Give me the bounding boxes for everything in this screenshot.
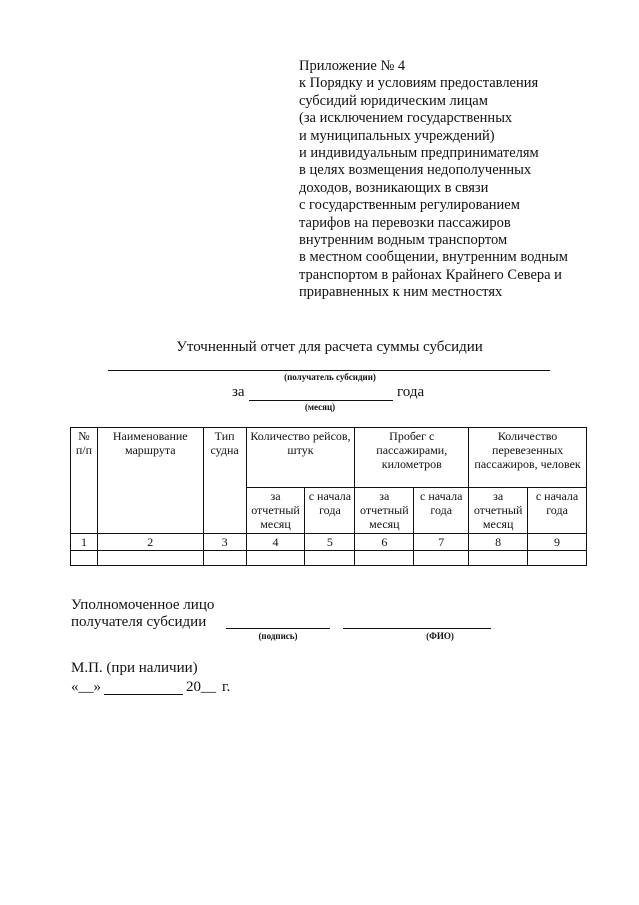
appendix-line: в местном сообщении, внутренним водным — [299, 249, 568, 266]
name-line[interactable] — [343, 628, 491, 629]
subheader-trips-month: за отчетный месяц — [246, 488, 305, 534]
subheader-trips-ytd: с начала года — [305, 488, 355, 534]
column-number: 7 — [414, 534, 469, 551]
header-route: Наименование маршрута — [97, 428, 203, 488]
appendix-line: доходов, возникающих в связи — [299, 179, 489, 196]
appendix-line: к Порядку и условиям предоставления — [299, 75, 539, 92]
data-cell[interactable] — [203, 551, 246, 566]
column-number: 2 — [97, 534, 203, 551]
column-number: 8 — [469, 534, 528, 551]
column-number: 5 — [305, 534, 355, 551]
name-caption: (ФИО) — [426, 631, 454, 641]
column-number: 9 — [528, 534, 587, 551]
appendix-line: с государственным регулированием — [299, 197, 520, 214]
appendix-line: и индивидуальным предпринимателям — [299, 145, 539, 162]
appendix-line: транспортом в районах Крайнего Севера и — [299, 266, 562, 283]
stamp-label: М.П. (при наличии) — [71, 660, 198, 676]
column-number: 1 — [71, 534, 98, 551]
data-cell[interactable] — [246, 551, 305, 566]
month-caption: (месяц) — [304, 402, 336, 412]
authorized-person-label: Уполномоченное лицо — [71, 597, 215, 613]
subheader-mileage-ytd: с начала года — [414, 488, 469, 534]
column-number: 3 — [203, 534, 246, 551]
data-cell[interactable] — [528, 551, 587, 566]
report-title: Уточненный отчет для расчета суммы субсидии — [176, 339, 483, 355]
subheader-passengers-ytd: с начала года — [528, 488, 587, 534]
appendix-line: Приложение № 4 — [299, 58, 406, 74]
header-passengers: Количество перевезенных пассажиров, человек — [469, 428, 587, 488]
table-row — [71, 551, 587, 566]
header-number: № п/п — [71, 428, 98, 488]
month-line[interactable] — [249, 400, 393, 401]
column-number: 4 — [246, 534, 305, 551]
header-ship-type-cont — [203, 488, 246, 534]
recipient-label: получателя субсидии — [71, 614, 207, 630]
data-cell[interactable] — [355, 551, 414, 566]
appendix-line: в целях возмещения недополученных — [299, 162, 532, 179]
header-number-cont — [71, 488, 98, 534]
appendix-line: субсидий юридическим лицам — [299, 92, 488, 109]
data-cell[interactable] — [71, 551, 98, 566]
signature-caption: (подпись) — [258, 631, 298, 641]
subheader-mileage-month: за отчетный месяц — [355, 488, 414, 534]
data-cell[interactable] — [414, 551, 469, 566]
data-cell[interactable] — [469, 551, 528, 566]
date-year[interactable]: 20__ — [186, 679, 216, 695]
appendix-header — [299, 58, 599, 302]
date-month-line[interactable] — [104, 694, 183, 695]
date-day[interactable]: «__» — [71, 679, 101, 695]
header-ship-type: Тип судна — [203, 428, 246, 488]
date-year-suffix: г. — [222, 679, 231, 695]
period-suffix: года — [397, 384, 425, 400]
recipient-caption: (получатель субсидии) — [284, 372, 376, 382]
appendix-line: (за исключением государственных — [299, 110, 513, 127]
subheader-passengers-month: за отчетный месяц — [469, 488, 528, 534]
appendix-line: внутренним водным транспортом — [299, 232, 508, 249]
column-number: 6 — [355, 534, 414, 551]
data-cell[interactable] — [305, 551, 355, 566]
period-prefix: за — [232, 384, 245, 400]
appendix-line: тарифов на перевозки пассажиров — [299, 214, 511, 231]
header-mileage: Пробег с пассажирами, километров — [355, 428, 469, 488]
appendix-line: и муниципальных учреждений) — [299, 127, 495, 144]
signature-line[interactable] — [226, 628, 330, 629]
recipient-line[interactable] — [108, 370, 550, 371]
header-trips: Количество рейсов, штук — [246, 428, 355, 488]
report-table — [70, 427, 587, 566]
data-cell[interactable] — [97, 551, 203, 566]
appendix-line: приравненных к ним местностях — [299, 284, 503, 301]
header-route-cont — [97, 488, 203, 534]
